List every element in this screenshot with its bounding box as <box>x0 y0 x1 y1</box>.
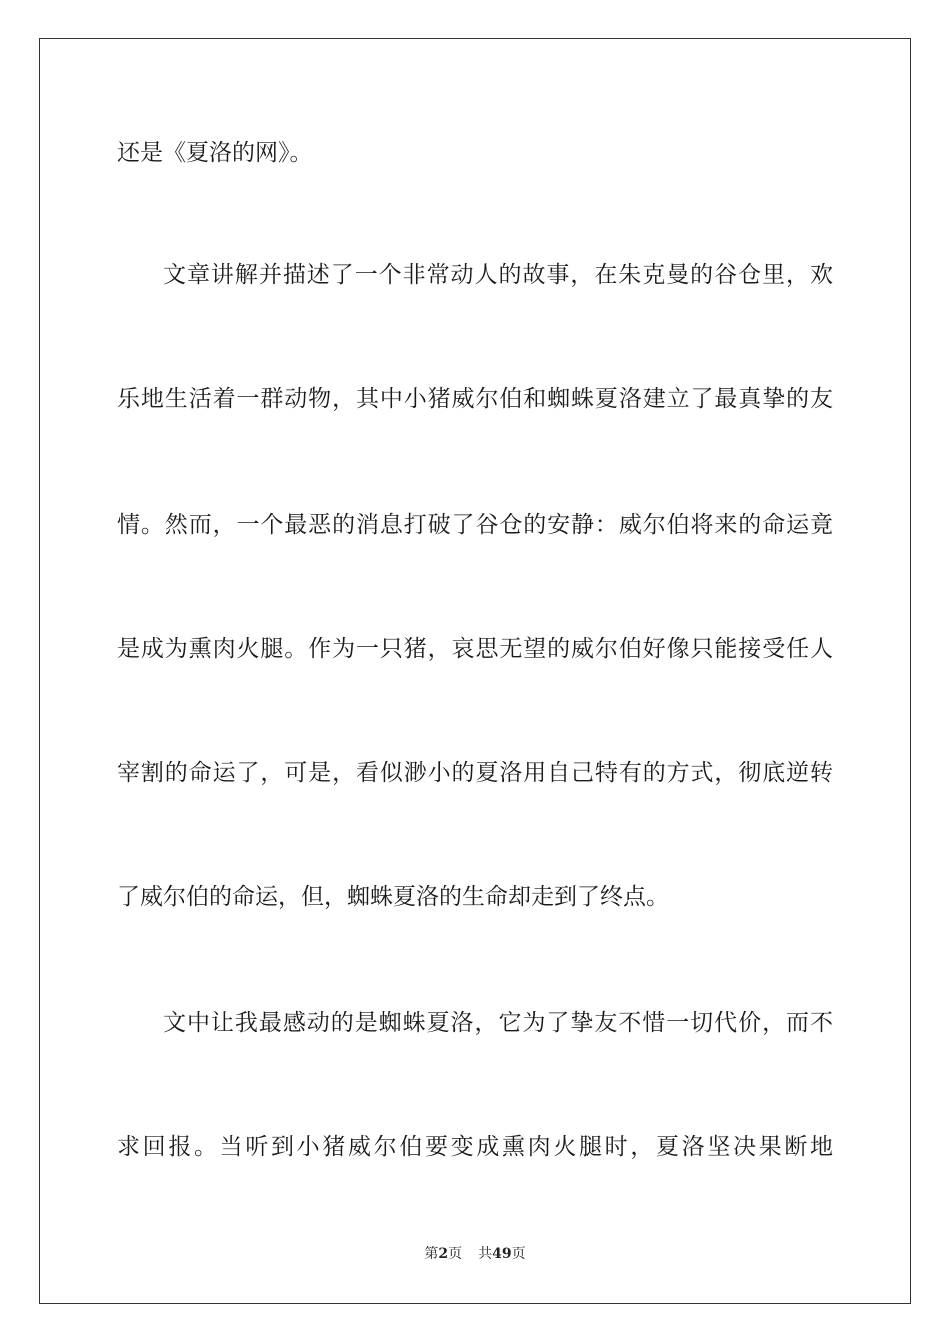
text-line-1: 还是《夏洛的网》。 <box>117 140 313 166</box>
total-suffix: 页 <box>511 1246 526 1262</box>
text-line-8: 文中让我最感动的是蜘蛛夏洛，它为了挚友不惜一切代价，而不 <box>163 1010 833 1036</box>
text-line-4: 情。然而，一个最恶的消息打破了谷仓的安静：威尔伯将来的命运竟 <box>117 512 833 538</box>
total-prefix: 共 <box>478 1246 493 1262</box>
text-line-7: 了威尔伯的命运，但，蜘蛛夏洛的生命却走到了终点。 <box>117 884 669 910</box>
current-page-number: 2 <box>438 1246 449 1262</box>
text-line-2: 文章讲解并描述了一个非常动人的故事，在朱克曼的谷仓里，欢 <box>163 262 833 288</box>
page-border <box>39 38 911 1304</box>
page-footer <box>0 1245 950 1263</box>
page-suffix: 页 <box>448 1246 463 1262</box>
text-line-9: 求回报。当听到小猪威尔伯要变成熏肉火腿时，夏洛坚决果断地 <box>117 1134 833 1160</box>
text-line-6: 宰割的命运了，可是，看似渺小的夏洛用自己特有的方式，彻底逆转 <box>117 760 833 786</box>
total-page-count: 49 <box>492 1246 512 1262</box>
text-line-3: 乐地生活着一群动物，其中小猪威尔伯和蜘蛛夏洛建立了最真挚的友 <box>117 386 833 412</box>
page-prefix: 第 <box>424 1246 439 1262</box>
text-line-5: 是成为熏肉火腿。作为一只猪，哀思无望的威尔伯好像只能接受任人 <box>117 636 833 662</box>
